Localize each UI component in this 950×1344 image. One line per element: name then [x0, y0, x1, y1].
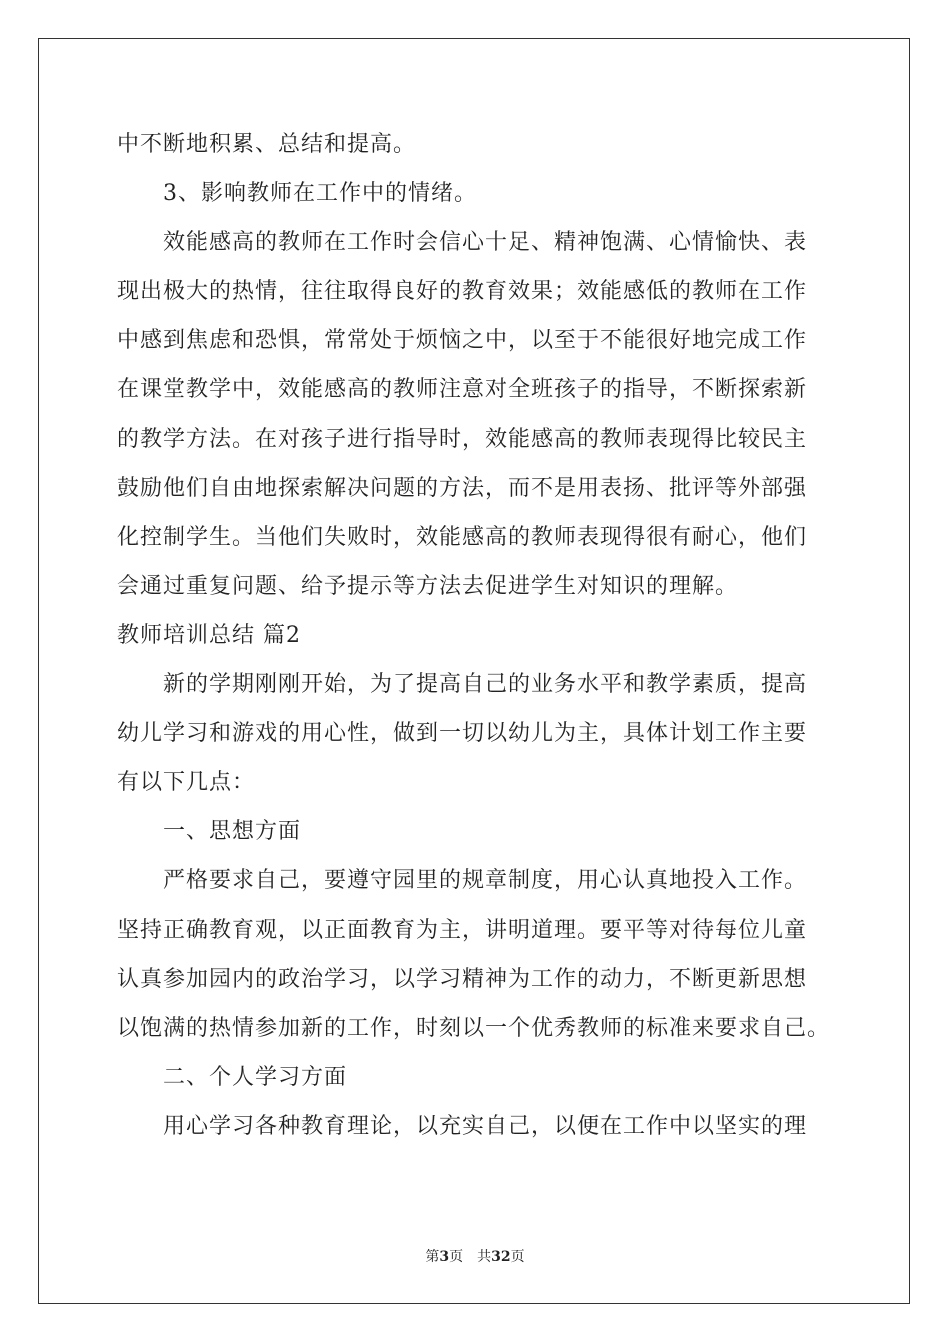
text-line: 的教学方法。在对孩子进行指导时，效能感高的教师表现得比较民主 [117, 426, 808, 452]
total-page-number: 32 [491, 1249, 511, 1265]
footer-mid: 页 共 [449, 1249, 492, 1265]
footer-prefix: 第 [425, 1249, 440, 1265]
page-footer [0, 1246, 950, 1266]
text-line: 3、影响教师在工作中的情绪。 [163, 181, 477, 207]
text-line: 有以下几点： [117, 770, 256, 796]
text-line: 坚持正确教育观，以正面教育为主，讲明道理。要平等对待每位儿童 [117, 917, 808, 943]
text-line: 中感到焦虑和恐惧，常常处于烦恼之中，以至于不能很好地完成工作 [117, 328, 808, 354]
current-page-number: 3 [439, 1249, 450, 1265]
text-line: 中不断地积累、总结和提高。 [117, 132, 417, 157]
text-line: 以饱满的热情参加新的工作，时刻以一个优秀教师的标准来要求自己。 [117, 1015, 831, 1041]
document-body [117, 120, 847, 1151]
subheading: 二、个人学习方面 [163, 1064, 348, 1090]
text-line: 幼儿学习和游戏的用心性，做到一切以幼儿为主，具体计划工作主要 [117, 721, 808, 747]
text-line: 在课堂教学中，效能感高的教师注意对全班孩子的指导，不断探索新 [117, 377, 808, 403]
text-line: 效能感高的教师在工作时会信心十足、精神饱满、心情愉快、表 [163, 230, 808, 256]
text-line: 认真参加园内的政治学习，以学习精神为工作的动力，不断更新思想 [117, 966, 808, 992]
text-line: 用心学习各种教育理论，以充实自己，以便在工作中以坚实的理 [163, 1113, 808, 1139]
text-line: 会通过重复问题、给予提示等方法去促进学生对知识的理解。 [117, 573, 739, 599]
footer-suffix: 页 [510, 1249, 525, 1265]
text-line: 严格要求自己，要遵守园里的规章制度，用心认真地投入工作。 [163, 868, 808, 894]
text-line: 化控制学生。当他们失败时，效能感高的教师表现得很有耐心，他们 [117, 524, 808, 550]
subheading: 一、思想方面 [163, 819, 302, 845]
section-heading: 教师培训总结 篇2 [117, 622, 301, 648]
text-line: 鼓励他们自由地探索解决问题的方法，而不是用表扬、批评等外部强 [117, 475, 808, 501]
text-line: 新的学期刚刚开始，为了提高自己的业务水平和教学素质，提高 [163, 672, 808, 698]
text-line: 现出极大的热情，往往取得良好的教育效果；效能感低的教师在工作 [117, 279, 808, 305]
